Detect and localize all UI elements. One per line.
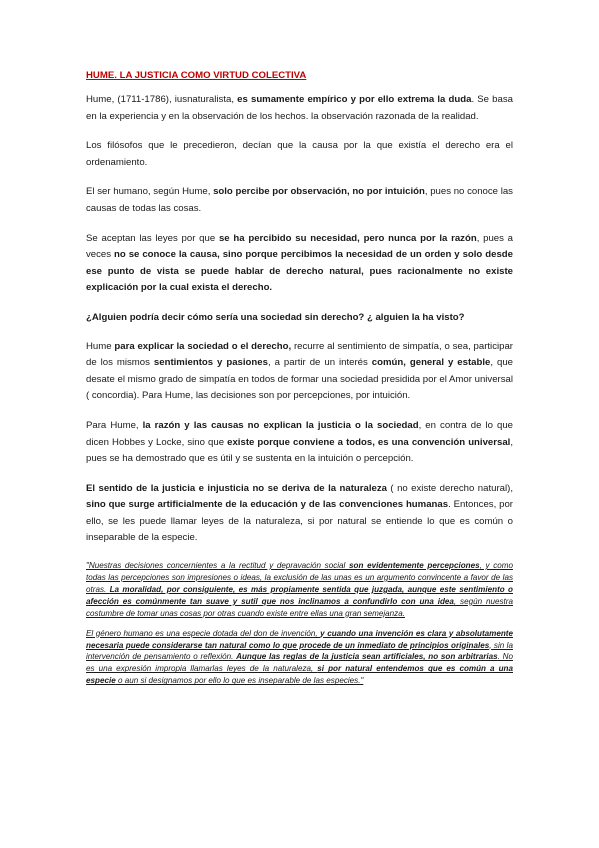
paragraph-hume-intro bbox=[86, 92, 513, 125]
bold-run: , general y estable bbox=[403, 357, 491, 369]
bold-run: Aunque las reglas de la justicia sean artificiales, no son arbitrarias bbox=[236, 652, 498, 662]
text-run: Para Hume, bbox=[86, 419, 143, 431]
text-run: Hume bbox=[86, 340, 115, 352]
text-run: ( no existe derecho natural), bbox=[386, 482, 513, 494]
bold-run: se ha percibido su necesidad, pero nunca por la razón bbox=[218, 232, 477, 244]
text-run: , según nuestra costumbre de tomar unas cosas por otras cuando existe entre ellas una gran semejanza. bbox=[86, 596, 513, 618]
text-run: , que desate el mismo grado de simpatía en todos de formar una sociedad presidida por el Amor universal ( concordia). Para Hume, las decisiones son por percepciones, por intuición. bbox=[86, 357, 513, 402]
quote-block-1 bbox=[86, 560, 513, 620]
text-run: "Nuestras decisiones concernientes a la rectitud y depravación social bbox=[86, 561, 350, 571]
bold-run: sentimientos y pasiones bbox=[153, 357, 268, 369]
text-run: Hume, (1711-1786), iusnaturalista, bbox=[86, 94, 238, 105]
bold-run: ¿Alguien podría decir cómo sería una sociedad sin derecho? ¿ alguien la ha visto? bbox=[86, 311, 465, 323]
text-run: . No es una expresión impropia llamarlas leyes de la naturaleza, bbox=[86, 652, 513, 674]
paragraph-predecessors: Los filósofos que le precedieron, decían que la causa por la que existía el derecho era el ordenamiento. bbox=[86, 140, 513, 168]
bold-run: para explicar la sociedad o el derecho, bbox=[114, 340, 292, 352]
text-run: , en contra de lo que dicen Hobbes y Locke, sino que bbox=[86, 419, 513, 448]
quote-block-2 bbox=[86, 628, 513, 688]
bold-run: y cuando una invención es clara y absolutamente necesaria puede considerarse tan natural como lo que procede de un inmediato de principios originales bbox=[86, 628, 513, 650]
text-run: , pues a veces bbox=[86, 232, 514, 261]
bold-run: no se conoce la causa bbox=[114, 249, 218, 261]
text-run: , a partir de un interés bbox=[267, 357, 372, 369]
text-run: , pues se ha demostrado que es útil y se sustenta en la intuición o percepción. bbox=[86, 436, 513, 465]
text-run: , pues no conoce las causas de todas las cosas. bbox=[86, 186, 513, 214]
paragraph-sympathy bbox=[86, 339, 513, 405]
paragraph-question bbox=[86, 310, 513, 327]
paragraph-reason-causes bbox=[86, 418, 513, 468]
bold-run: son evidentemente percepciones bbox=[349, 561, 480, 571]
text-run: El ser humano, según Hume, bbox=[86, 186, 214, 198]
text-run: , y como todas las percepciones son impresiones o ideas, la exclusión de las unas es un argumento convincente a favor de las otras. bbox=[86, 561, 513, 594]
bold-run: si por natural entendemos que es común a una especie bbox=[86, 664, 513, 686]
text-run: . Entonces, por ello, se les puede llamar leyes de la naturaleza, si por natural se entiende lo que es común o inseparable de la especie. bbox=[86, 499, 514, 544]
text-run: recurre al sentimiento de simpatía bbox=[291, 340, 439, 352]
bold-run: La moralidad, por consiguiente, es más propiamente sentida que juzgada, aunque este sentimiento o afección es comúnmente tan suave y sutil que nos inclinamos a confundirlo con una idea bbox=[86, 584, 514, 606]
bold-run: sino que surge artificialmente de la educación y de las convenciones humanas bbox=[86, 499, 449, 511]
bold-run: la razón y las causas no explican la justicia o la sociedad bbox=[142, 419, 419, 431]
paragraph-perception bbox=[86, 184, 513, 217]
paragraph-laws-accepted bbox=[86, 231, 513, 297]
text-run: , o sea, participar de los mismos bbox=[86, 340, 513, 369]
text-run: Se aceptan las leyes por que bbox=[86, 232, 219, 244]
bold-run: solo percibe por observación, no por intuición bbox=[213, 186, 425, 198]
bold-run: El sentido de la justicia e injusticia no se deriva de la naturaleza bbox=[86, 482, 387, 494]
bold-run: existe porque conviene a todos, es una convención universal bbox=[227, 436, 511, 448]
text-run: , sin la intervención de pensamiento o reflexión. bbox=[86, 640, 513, 662]
text-run: o aun si designamos por ello lo que es inseparable de las especies." bbox=[115, 676, 364, 686]
text-run: El género humano es una especie dotada del don de invención, bbox=[86, 628, 321, 638]
text-run: . Se basa en la experiencia y en la observación de los hechos. la observación razonada de la realidad. bbox=[86, 94, 513, 122]
bold-run: es sumamente empírico y por ello extrema la duda bbox=[237, 94, 472, 105]
paragraph-sense-of-justice bbox=[86, 481, 513, 547]
bold-run: común bbox=[371, 357, 404, 369]
document-title: HUME. LA JUSTICIA COMO VIRTUD COLECTIVA bbox=[86, 70, 307, 81]
bold-run: , sino porque percibimos la necesidad de un orden y solo desde ese punto de vista se puede hablar de derecho natural, pues racionalmente no existe explicación por la cual exista el derecho. bbox=[86, 249, 513, 294]
